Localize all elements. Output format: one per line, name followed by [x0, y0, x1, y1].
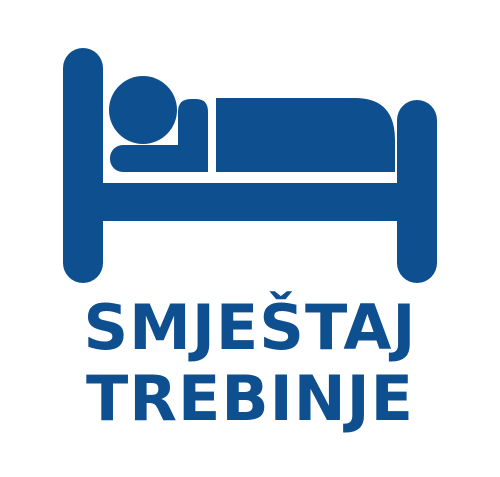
brand-name-line-2: TREBINJE — [85, 362, 415, 435]
person-head — [109, 76, 177, 144]
brand-name-line-1: SMJEŠTAJ — [83, 291, 417, 364]
person-upper-arm — [178, 99, 208, 172]
bed-frame — [63, 183, 437, 221]
blanket — [216, 98, 395, 172]
bed-headboard — [63, 48, 103, 283]
